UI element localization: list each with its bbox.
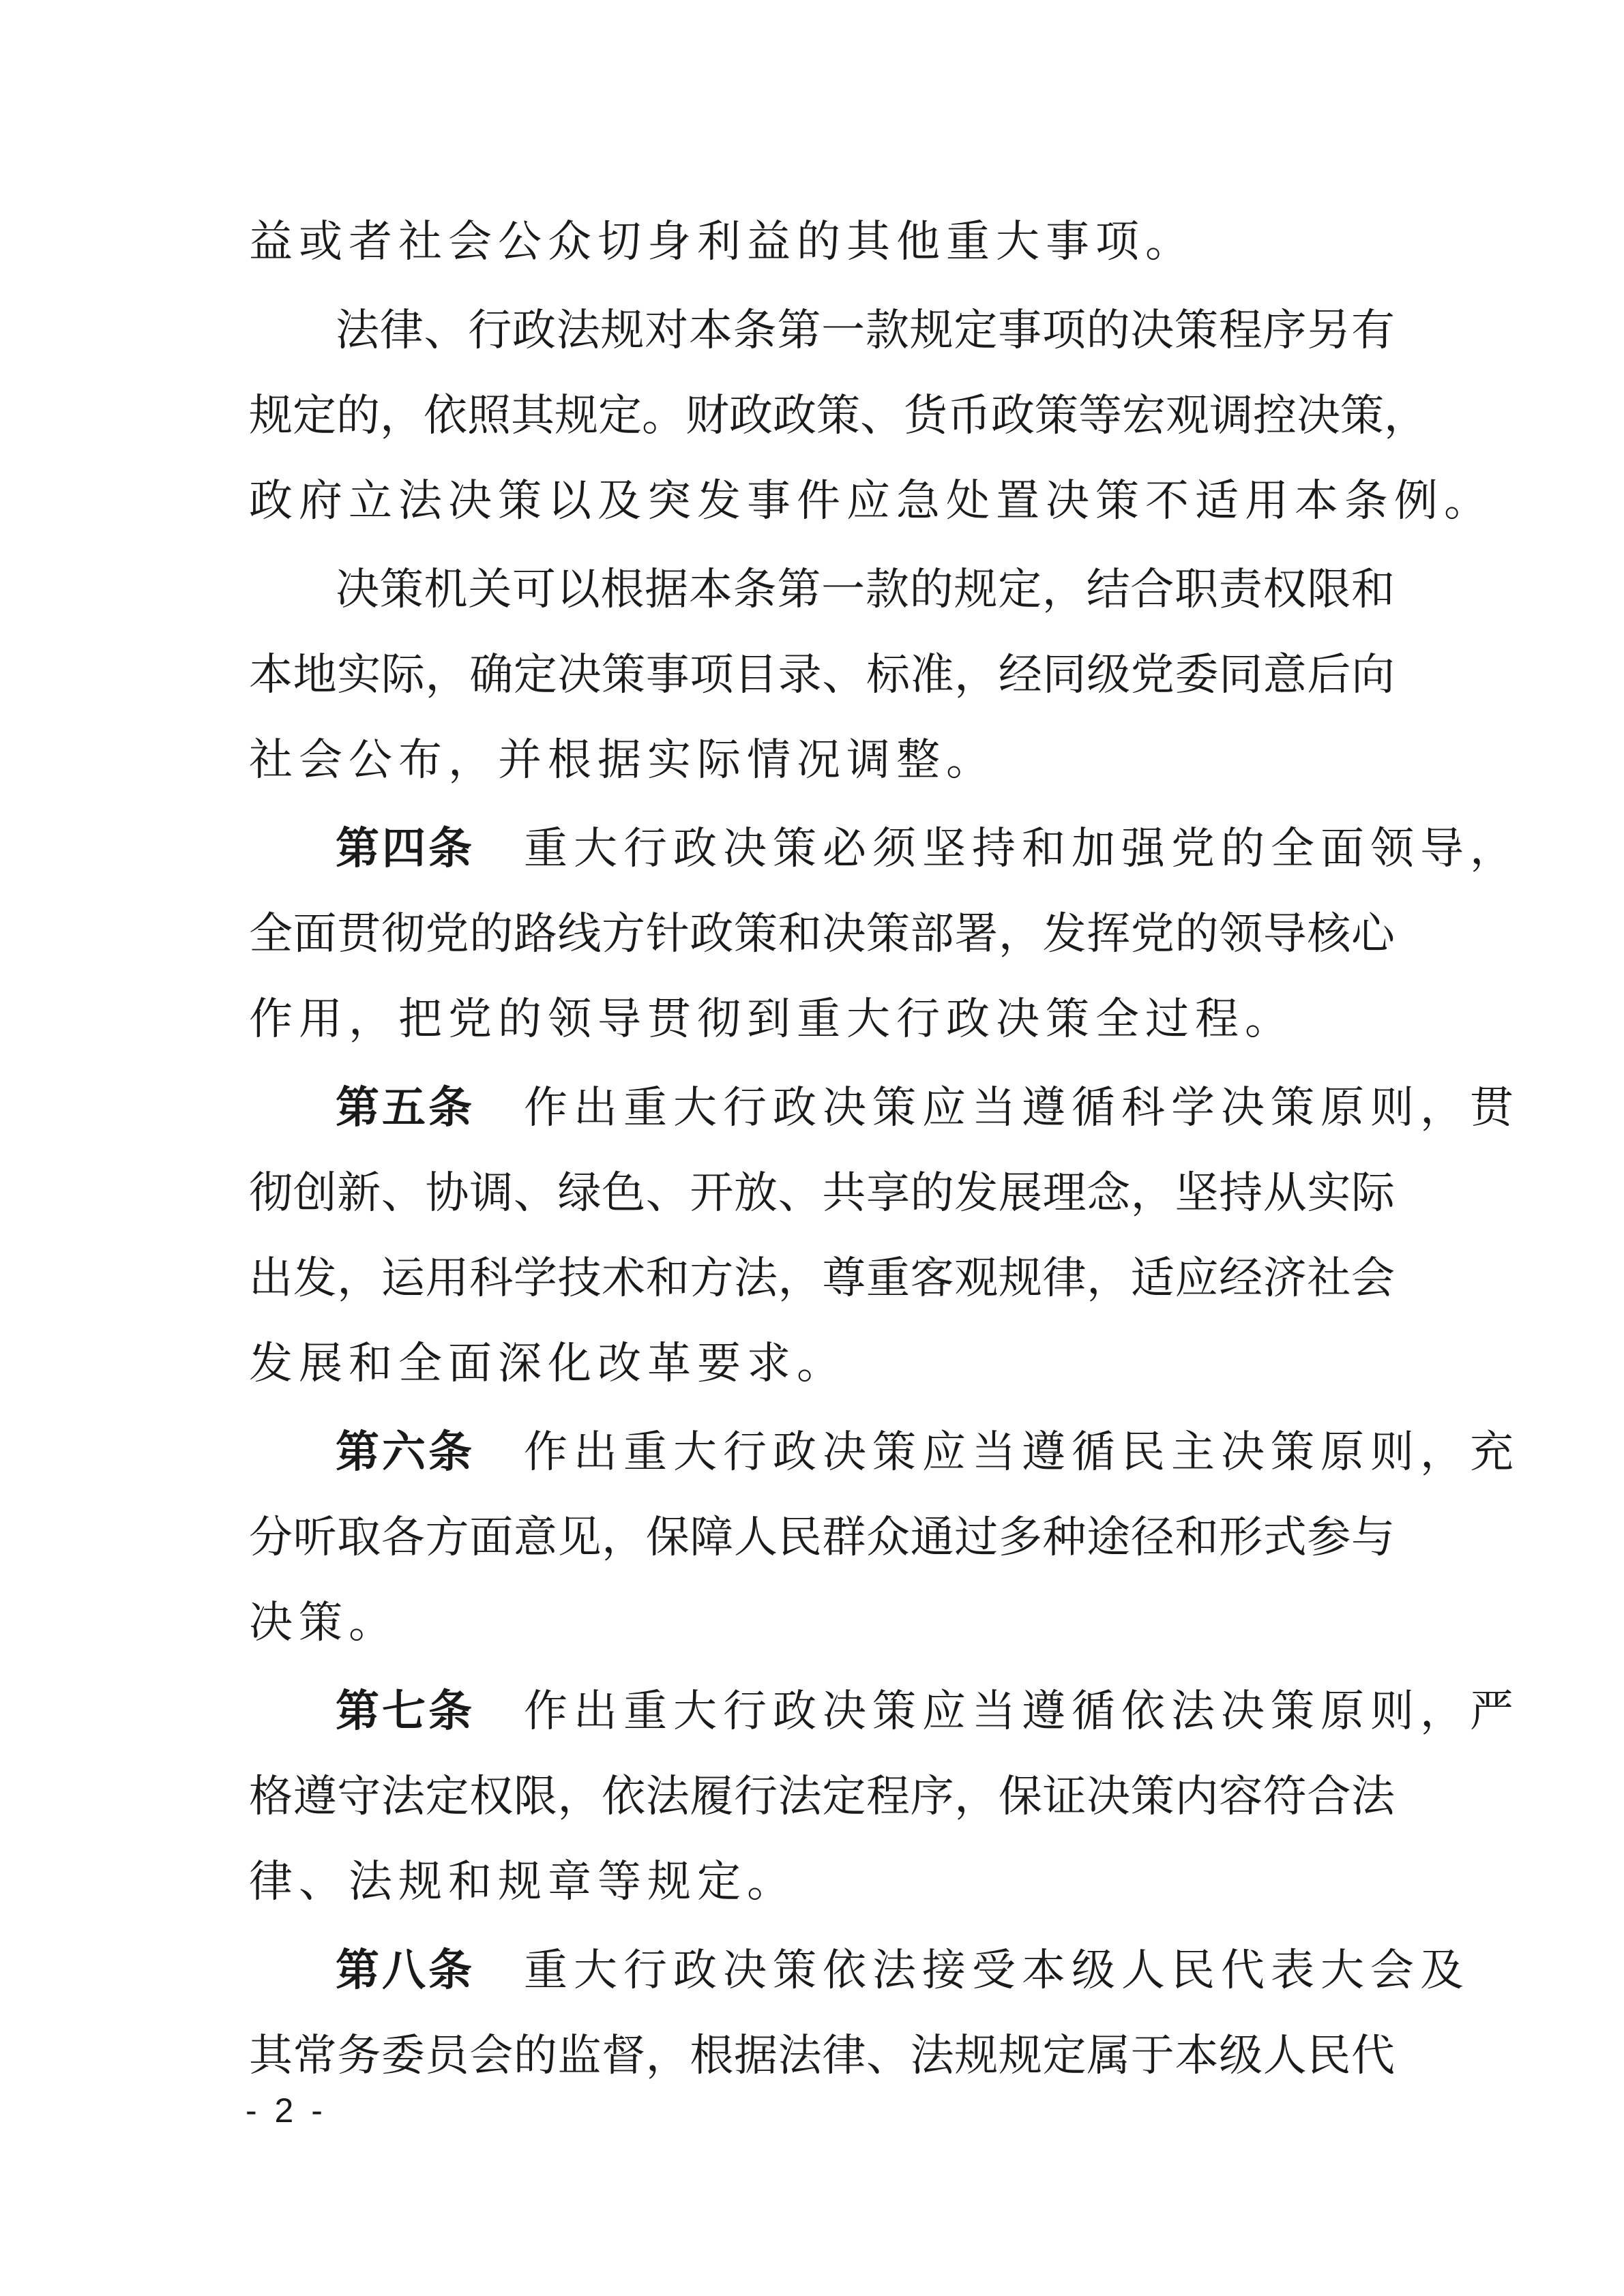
article-text: 重大行政决策依法接受本级人民代表大会及 bbox=[524, 1945, 1470, 1996]
article-heading: 第六条 bbox=[336, 1427, 475, 1478]
article-heading: 第四条 bbox=[336, 824, 475, 874]
text-line: 彻创新、协调、绿色、开放、共享的发展理念，坚持从实际 bbox=[249, 1168, 1395, 1219]
text-line: 法律、行政法规对本条第一款规定事项的决策程序另有 bbox=[336, 305, 1395, 356]
text-line: 律、法规和规章等规定。 bbox=[249, 1857, 797, 1907]
page-number: - 2 - bbox=[246, 2091, 327, 2130]
text-line: 决策机关可以根据本条第一款的规定，结合职责权限和 bbox=[336, 565, 1395, 615]
article-line bbox=[336, 1681, 1520, 1742]
article-line bbox=[336, 1422, 1520, 1483]
text-line: 益或者社会公众切身利益的其他重大事项。 bbox=[249, 217, 1195, 267]
article-text: 作出重大行政决策应当遵循科学决策原则，贯 bbox=[524, 1083, 1520, 1133]
article-line bbox=[336, 1077, 1520, 1139]
text-line: 全面贯彻党的路线方针政策和决策部署，发挥党的领导核心 bbox=[249, 909, 1395, 959]
text-line: 格遵守法定权限，依法履行法定程序，保证决策内容符合法 bbox=[249, 1772, 1395, 1822]
article-text: 重大行政决策必须坚持和加强党的全面领导， bbox=[524, 824, 1520, 874]
text-line: 分听取各方面意见，保障人民群众通过多种途径和形式参与 bbox=[249, 1512, 1395, 1563]
article-text: 作出重大行政决策应当遵循依法决策原则，严 bbox=[524, 1686, 1520, 1737]
text-line: 政府立法决策以及突发事件应急处置决策不适用本条例。 bbox=[249, 476, 1494, 526]
text-line: 出发，运用科学技术和方法，尊重客观规律，适应经济社会 bbox=[249, 1253, 1395, 1304]
article-heading: 第七条 bbox=[336, 1686, 475, 1737]
text-line: 社会公布，并根据实际情况调整。 bbox=[249, 735, 996, 786]
text-line: 发展和全面深化改革要求。 bbox=[249, 1339, 846, 1389]
article-heading: 第八条 bbox=[336, 1945, 475, 1996]
text-line: 其常务委员会的监督，根据法律、法规规定属于本级人民代 bbox=[249, 2031, 1395, 2081]
text-line: 作用，把党的领导贯彻到重大行政决策全过程。 bbox=[249, 994, 1295, 1045]
text-line: 本地实际，确定决策事项目录、标准，经同级党委同意后向 bbox=[249, 650, 1395, 700]
article-line bbox=[336, 818, 1520, 880]
article-line bbox=[336, 1940, 1470, 2001]
text-line: 决策。 bbox=[249, 1598, 398, 1648]
article-heading: 第五条 bbox=[336, 1083, 475, 1133]
article-text: 作出重大行政决策应当遵循民主决策原则，充 bbox=[524, 1427, 1520, 1478]
text-line: 规定的，依照其规定。财政政策、货币政策等宏观调控决策， bbox=[249, 391, 1428, 441]
